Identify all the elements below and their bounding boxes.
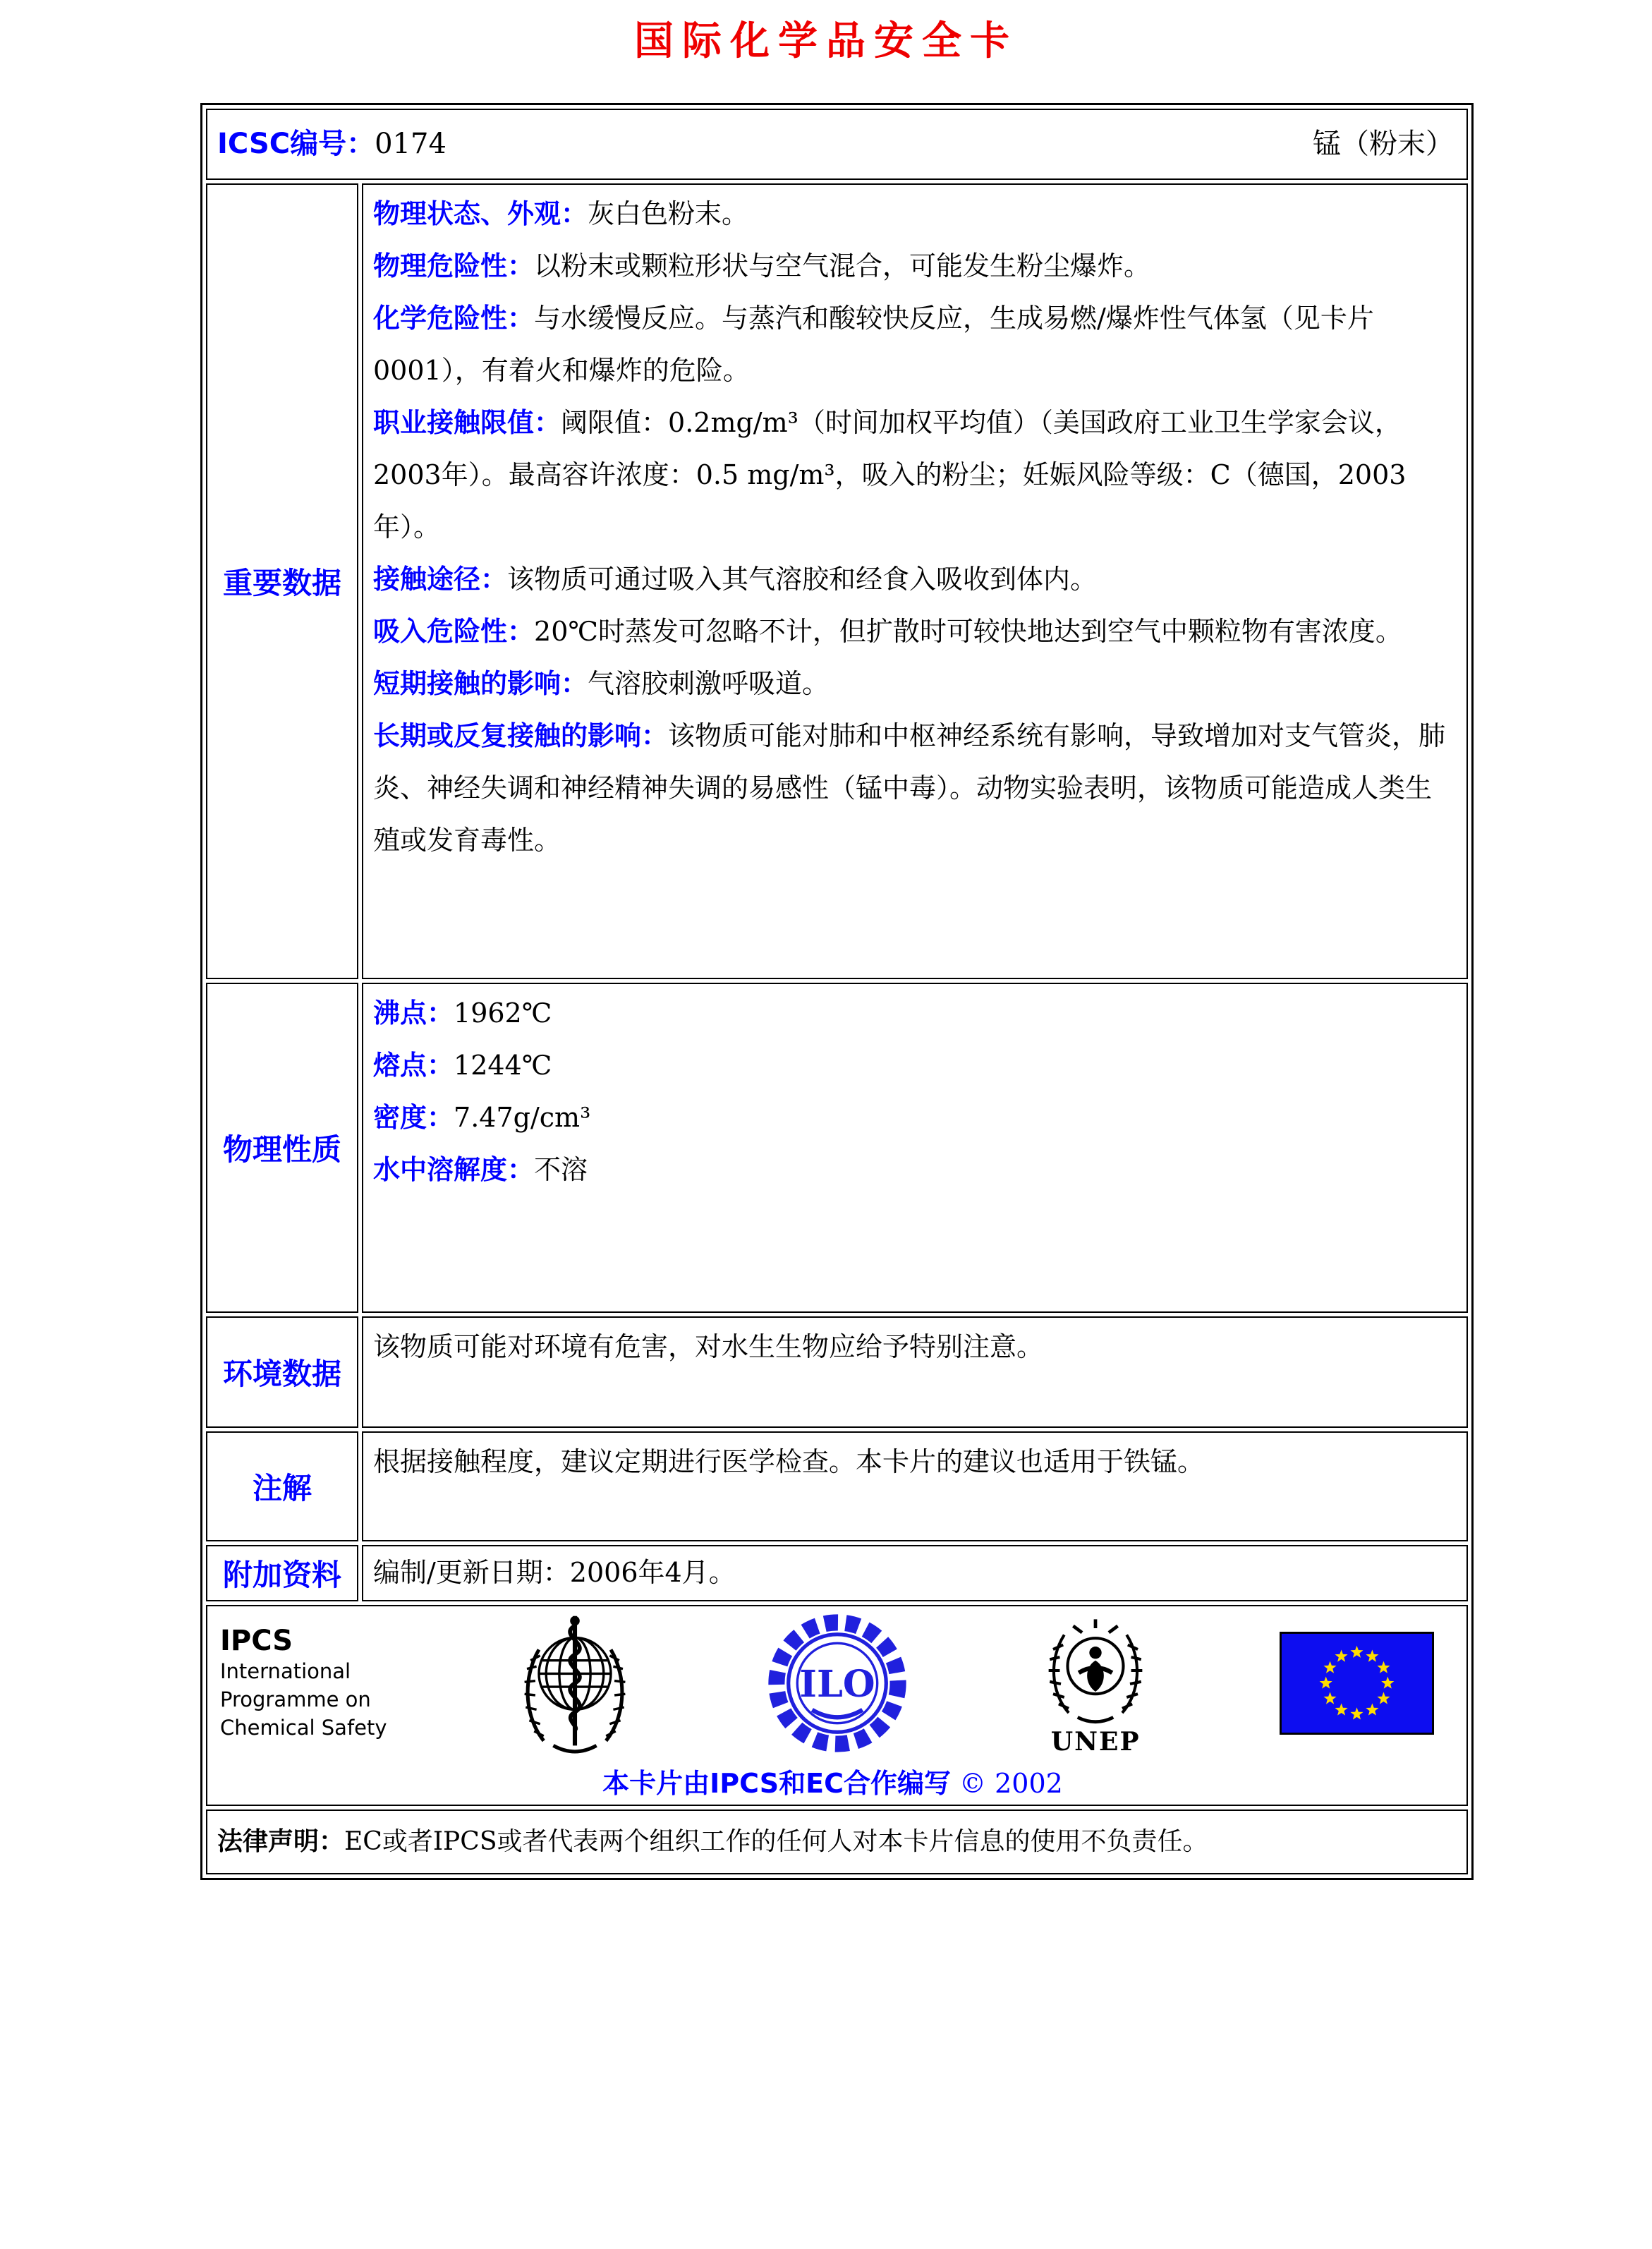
data-item-text: 灰白色粉末。 bbox=[588, 198, 749, 229]
unep-logo-text: UNEP bbox=[1050, 1727, 1141, 1757]
data-item-text: 以粉末或颗粒形状与空气混合，可能发生粉尘爆炸。 bbox=[534, 250, 1151, 281]
additional-info-content bbox=[362, 1545, 1468, 1601]
page-title: 国际化学品安全卡 bbox=[634, 18, 1018, 64]
legal-cell bbox=[206, 1809, 1468, 1874]
logos-caption bbox=[217, 1762, 1448, 1800]
additional-info-text: 编制/更新日期：2006年4月。 bbox=[373, 1557, 736, 1588]
caption-copyright: © 2002 bbox=[959, 1768, 1063, 1799]
legal-text: EC或者IPCS或者代表两个组织工作的任何人对本卡片信息的使用不负责任。 bbox=[344, 1827, 1208, 1856]
section-label-notes: 注解 bbox=[206, 1431, 358, 1541]
data-item bbox=[373, 553, 1454, 605]
important-data-content bbox=[362, 183, 1468, 979]
property-value: 7.47g/cm³ bbox=[454, 1102, 591, 1133]
data-item-text: 20℃时蒸发可忽略不计，但扩散时可较快地达到空气中颗粒物有害浓度。 bbox=[534, 616, 1402, 647]
data-item bbox=[373, 292, 1454, 396]
property-label: 沸点： bbox=[373, 998, 454, 1029]
data-item bbox=[373, 710, 1454, 866]
data-item-text: 该物质可通过吸入其气溶胶和经食入吸收到体内。 bbox=[507, 564, 1098, 595]
property-item bbox=[373, 1144, 1454, 1196]
property-label: 密度： bbox=[373, 1102, 454, 1133]
ipcs-title: IPCS bbox=[220, 1625, 293, 1657]
property-item bbox=[373, 1091, 1454, 1144]
property-item bbox=[373, 1039, 1454, 1091]
section-label-important-data: 重要数据 bbox=[206, 183, 358, 979]
section-label-environmental-data: 环境数据 bbox=[206, 1316, 358, 1428]
property-label: 水中溶解度： bbox=[373, 1154, 535, 1185]
data-item bbox=[373, 605, 1454, 657]
environmental-data-text: 该物质可能对环境有危害，对水生生物应给予特别注意。 bbox=[373, 1331, 1044, 1362]
important-data-row bbox=[206, 183, 1468, 979]
notes-text: 根据接触程度，建议定期进行医学检查。本卡片的建议也适用于铁锰。 bbox=[373, 1446, 1205, 1477]
ipcs-subtitle-line: Chemical Safety bbox=[220, 1716, 387, 1740]
logos-cell bbox=[206, 1605, 1468, 1806]
data-item bbox=[373, 396, 1454, 553]
who-emblem-icon bbox=[515, 1611, 635, 1755]
data-item-label: 吸入危险性： bbox=[373, 616, 535, 647]
data-item-label: 短期接触的影响： bbox=[373, 668, 588, 699]
unep-emblem-icon bbox=[1040, 1610, 1151, 1757]
ilo-emblem-icon bbox=[763, 1609, 911, 1757]
eu-flag-icon bbox=[1280, 1632, 1434, 1735]
data-item-text: 阈限值：0.2mg/m³（时间加权平均值）（美国政府工业卫生学家会议，2003年）。最高容许浓度：0.5 mg/m³，吸入的粉尘；妊娠风险等级：C（德国，2003年）。 bbox=[373, 407, 1407, 542]
data-item-label: 职业接触限值： bbox=[373, 407, 561, 438]
ipcs-subtitle-line: International bbox=[220, 1659, 351, 1683]
icsc-card-table bbox=[200, 103, 1474, 1880]
icsc-number-label: ICSC编号： bbox=[217, 128, 375, 160]
notes-row bbox=[206, 1431, 1468, 1541]
icsc-number-value: 0174 bbox=[375, 128, 447, 160]
data-item-label: 接触途径： bbox=[373, 564, 508, 595]
property-value: 1244℃ bbox=[454, 1050, 552, 1081]
icsc-header-row bbox=[206, 109, 1468, 180]
environmental-data-content bbox=[362, 1316, 1468, 1428]
data-item-label: 长期或反复接触的影响： bbox=[373, 720, 669, 751]
data-item-text: 该物质可能对肺和中枢神经系统有影响，导致增加对支气管炎，肺炎、神经失调和神经精神失调的易感性（锰中毒）。动物实验表明，该物质可能造成人类生殖或发育毒性。 bbox=[373, 720, 1446, 856]
property-value: 1962℃ bbox=[454, 998, 552, 1029]
section-label-physical-properties: 物理性质 bbox=[206, 983, 358, 1313]
data-item-label: 化学危险性： bbox=[373, 303, 535, 334]
icsc-header-cell bbox=[206, 109, 1468, 180]
physical-properties-row bbox=[206, 983, 1468, 1313]
legal-row bbox=[206, 1809, 1468, 1874]
property-item bbox=[373, 987, 1454, 1039]
property-value: 不溶 bbox=[534, 1154, 588, 1185]
environmental-data-row bbox=[206, 1316, 1468, 1428]
property-label: 熔点： bbox=[373, 1050, 454, 1081]
notes-content bbox=[362, 1431, 1468, 1541]
physical-properties-content bbox=[362, 983, 1468, 1313]
data-item-label: 物理危险性： bbox=[373, 250, 535, 281]
additional-info-row bbox=[206, 1545, 1468, 1601]
data-item bbox=[373, 657, 1454, 710]
ipcs-block bbox=[220, 1625, 387, 1742]
icsc-document-page bbox=[0, 10, 1652, 2249]
legal-label: 法律声明： bbox=[217, 1827, 345, 1856]
data-item-text: 气溶胶刺激呼吸道。 bbox=[588, 668, 830, 699]
icsc-number-group bbox=[217, 121, 447, 162]
data-item-label: 物理状态、外观： bbox=[373, 198, 588, 229]
data-item bbox=[373, 188, 1454, 240]
data-item bbox=[373, 240, 1454, 292]
substance-name: 锰（粉末） bbox=[1313, 128, 1454, 160]
section-label-additional-info: 附加资料 bbox=[206, 1545, 358, 1601]
ilo-logo-text: ILO bbox=[799, 1662, 875, 1706]
data-item-text: 与水缓慢反应。与蒸汽和酸较快反应，生成易燃/爆炸性气体氢（见卡片0001），有着火和爆炸的危险。 bbox=[373, 303, 1374, 386]
logos-row bbox=[206, 1605, 1468, 1806]
caption-text: 本卡片由IPCS和EC合作编写 bbox=[602, 1768, 951, 1799]
ipcs-subtitle-line: Programme on bbox=[220, 1687, 371, 1711]
